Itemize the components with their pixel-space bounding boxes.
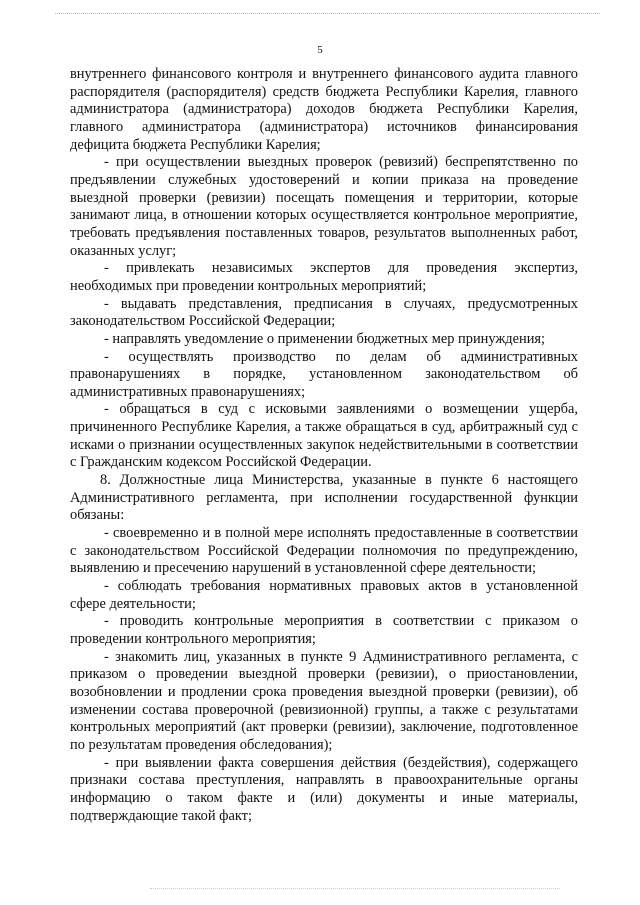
page-number: 5	[317, 44, 323, 56]
paragraph: - при осуществлении выездных проверок (ревизий) беспрепятственно по предъявлении служебных удостоверений и копии приказа на проведение выездной проверки (ревизии) посещать помещения и территории, которые занимают лица, в отношении которых осуществляется контрольное мероприятие, требовать предъявления поставленных товаров, результатов выполненных работ, оказанных услуг;	[70, 154, 578, 259]
paragraph: - привлекать независимых экспертов для проведения экспертиз, необходимых при проведении контрольных мероприятий;	[70, 260, 578, 294]
scan-edge-top	[55, 13, 600, 14]
paragraph: 8. Должностные лица Министерства, указанные в пункте 6 настоящего Административного регламента, при исполнении государственной функции обязаны:	[70, 472, 578, 524]
paragraph: - осуществлять производство по делам об административных правонарушениях в порядке, установленном законодательством об административных правонарушениях;	[70, 348, 578, 400]
paragraph: - выдавать представления, предписания в случаях, предусмотренных законодательством Российской Федерации;	[70, 295, 578, 330]
paragraph: внутреннего финансового контроля и внутреннего финансового аудита главного распорядителя (распорядителя) средств бюджета Республики Карелия, главного администратора (администратора) доходов бюджета Республики Карелия, главного администратора (администратора) источников финансирования дефицита бюджета Республики Карелия;	[70, 66, 578, 153]
document-body	[70, 66, 578, 825]
scan-edge-bottom	[150, 888, 560, 889]
paragraph: - проводить контрольные мероприятия в соответствии с приказом о проведении контрольного мероприятия;	[70, 613, 578, 647]
paragraph: - обращаться в суд с исковыми заявлениями о возмещении ущерба, причиненного Республике Карелия, а также обращаться в суд, арбитражный суд с исками о признании осуществленных закупок недействительными в соответствии с Гражданским кодексом Российской Федерации.	[70, 401, 578, 471]
paragraph: - знакомить лиц, указанных в пункте 9 Административного регламента, с приказом о проведении выездной проверки (ревизии), о приостановлении, возобновлении и продлении срока проведения выездной проверки (ревизии), об изменении состава проверочной (ревизионной) группы, а также с результатами контрольных мероприятий (акт проверки (ревизии), заключение, подготовленное по результатам проведения обследования);	[70, 648, 578, 753]
paragraph: - соблюдать требования нормативных правовых актов в установленной сфере деятельности;	[70, 578, 578, 612]
paragraph: - при выявлении факта совершения действия (бездействия), содержащего признаки состава преступления, направлять в правоохранительные органы информацию о таком факте и (или) документы и иные материалы, подтверждающие такой факт;	[70, 754, 578, 824]
paragraph: - направлять уведомление о применении бюджетных мер принуждения;	[104, 330, 546, 347]
paragraph: - своевременно и в полной мере исполнять предоставленные в соответствии с законодательством Российской Федерации полномочия по предупреждению, выявлению и пресечению нарушений в установленной сфере деятельности;	[70, 525, 578, 577]
